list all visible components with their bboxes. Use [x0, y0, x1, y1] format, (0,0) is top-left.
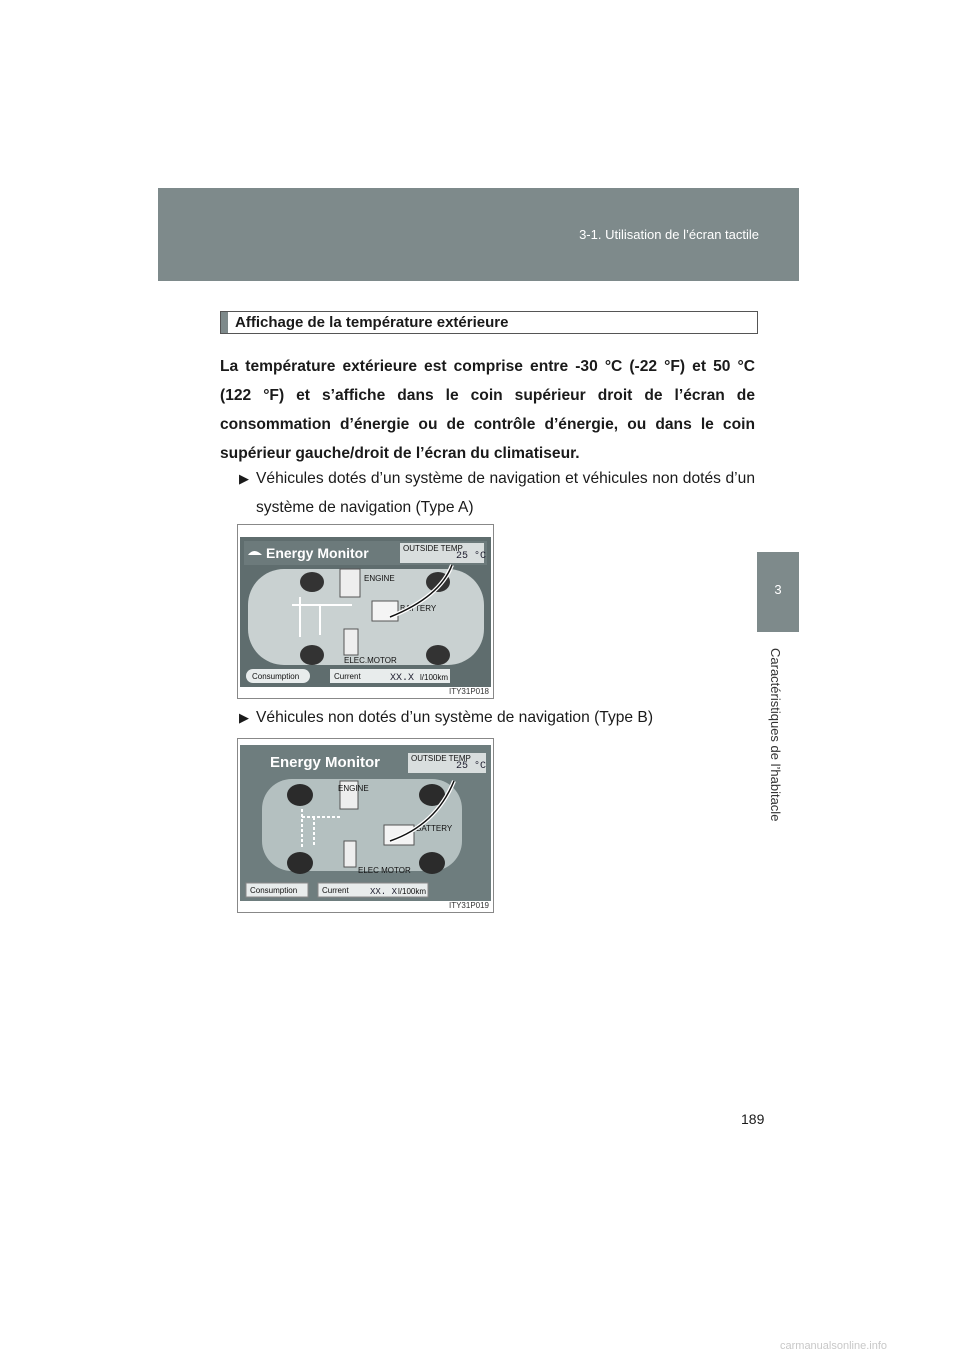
energy-monitor-illustration-b — [240, 745, 491, 901]
page-number: 189 — [741, 1111, 765, 1127]
section-heading — [220, 311, 758, 334]
triangle-bullet-icon: ▶ — [239, 710, 249, 725]
chapter-number: 3 — [774, 582, 782, 597]
figure-code-a: ITY31P018 — [448, 687, 489, 696]
bullet-type-a-text: Véhicules dotés d’un système de navigation et véhicules non dotés d’un système de navigation (Type A) — [256, 470, 755, 516]
svg-text:Consumption: Consumption — [252, 672, 300, 681]
svg-text:Current: Current — [322, 886, 349, 895]
svg-text:OUTSIDE TEMP: OUTSIDE TEMP — [403, 544, 463, 553]
figure-type-b — [237, 738, 494, 913]
energy-monitor-screen-a — [240, 537, 491, 687]
svg-text:ENGINE: ENGINE — [364, 574, 395, 583]
svg-text:XX.X: XX.X — [390, 673, 415, 684]
energy-monitor-illustration-a — [240, 537, 491, 687]
svg-text:Consumption: Consumption — [250, 886, 298, 895]
section-heading-text: Affichage de la température extérieure — [235, 314, 509, 331]
header-section-title: 3-1. Utilisation de l’écran tactile — [579, 227, 759, 242]
chapter-tab — [757, 552, 799, 632]
svg-text:Energy Monitor: Energy Monitor — [266, 545, 369, 561]
bullet-type-b-text: Véhicules non dotés d’un système de navigation (Type B) — [256, 709, 654, 726]
figure-type-a — [237, 524, 494, 699]
figure-code-b: ITY31P019 — [448, 901, 489, 910]
svg-text:l/100km: l/100km — [398, 887, 427, 896]
bullet-type-b — [239, 703, 755, 732]
svg-text:Current: Current — [334, 672, 361, 681]
svg-text:ENGINE: ENGINE — [338, 784, 369, 793]
svg-text:XX. X: XX. X — [370, 887, 398, 897]
svg-text:BATTERY: BATTERY — [400, 604, 437, 613]
section-heading-bar — [221, 312, 228, 333]
svg-text:Energy Monitor: Energy Monitor — [270, 754, 381, 771]
svg-text:ELEC MOTOR: ELEC MOTOR — [358, 866, 411, 875]
triangle-bullet-icon: ▶ — [239, 471, 249, 486]
energy-monitor-screen-b — [240, 745, 491, 901]
svg-text:25 °C: 25 °C — [456, 551, 487, 562]
intro-paragraph: La température extérieure est comprise entre -30 °C (-22 °F) et 50 °C (122 °F) et s’affiche dans le coin supérieur droit de l’écran de consommation d’énergie ou de contrôle d’énergie, ou dans le coin supérieur gauche/droit de l’écran du climatiseur. — [220, 358, 755, 462]
svg-text:OUTSIDE TEMP: OUTSIDE TEMP — [411, 754, 471, 763]
chapter-label: Caractéristiques de l’habitacle — [768, 648, 783, 822]
svg-text:BATTERY: BATTERY — [416, 824, 453, 833]
svg-text:l/100km: l/100km — [420, 673, 449, 682]
header-band — [158, 188, 799, 281]
svg-text:25 °C: 25 °C — [456, 761, 487, 772]
bullet-type-a — [239, 464, 755, 522]
watermark: carmanualsonline.info — [780, 1340, 888, 1352]
svg-text:ELEC.MOTOR: ELEC.MOTOR — [344, 656, 397, 665]
